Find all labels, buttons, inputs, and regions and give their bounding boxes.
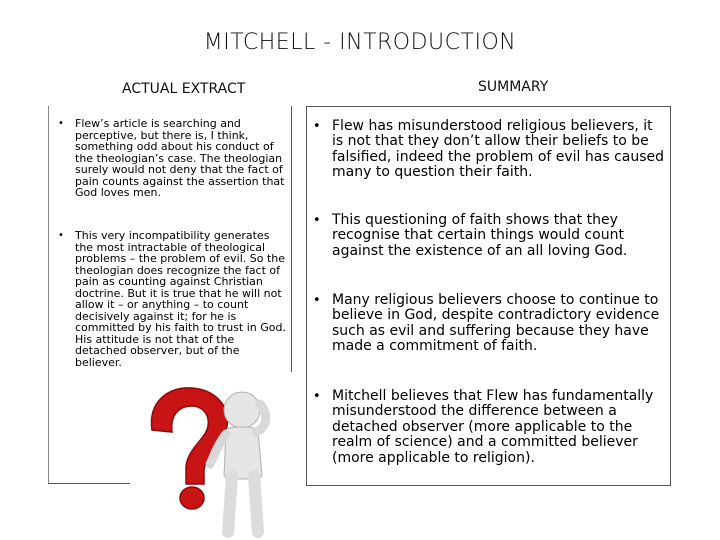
summary-list xyxy=(307,119,669,466)
extract-item: • Flew’s article is searching and perceptive, but there is, I think, something odd about his conduct of the theologian’s case. The theologian surely would not deny that the fact of pain counts against the assertion that God loves men. xyxy=(49,118,289,230)
summary-box xyxy=(306,106,671,486)
extract-item: • This very incompatibility generates the most intractable of theological problems – the problem of evil. So the theologian does recognize the fact of pain as counting against Christian doctrine. But it is true that he will not allow it – or anything – to count decisively against it; for he is committed by his faith to trust in God. His attitude is not that of the detached observer, but of the believer. xyxy=(49,230,289,368)
summary-item: • Many religious believers choose to continue to believe in God, despite contradictory evidence such as evil and suffering because they have made a commitment of faith. xyxy=(307,293,669,389)
extract-list xyxy=(49,118,289,368)
right-column-heading: SUMMARY xyxy=(478,79,549,95)
person-with-question-mark-icon xyxy=(130,372,298,540)
summary-item: • Flew has misunderstood religious believers, it is not that they don’t allow their beliefs to be falsified, indeed the problem of evil has caused many to question their faith. xyxy=(307,119,669,213)
summary-item: • Mitchell believes that Flew has fundamentally misunderstood the difference between a detached observer (more applicable to the realm of science) and a committed believer (more applicable to religion). xyxy=(307,389,669,466)
summary-item: • This questioning of faith shows that they recognise that certain things would count against the existence of an all loving God. xyxy=(307,213,669,293)
left-column-heading: ACTUAL EXTRACT xyxy=(122,81,246,97)
slide-title: MITCHELL - INTRODUCTION xyxy=(203,30,517,55)
